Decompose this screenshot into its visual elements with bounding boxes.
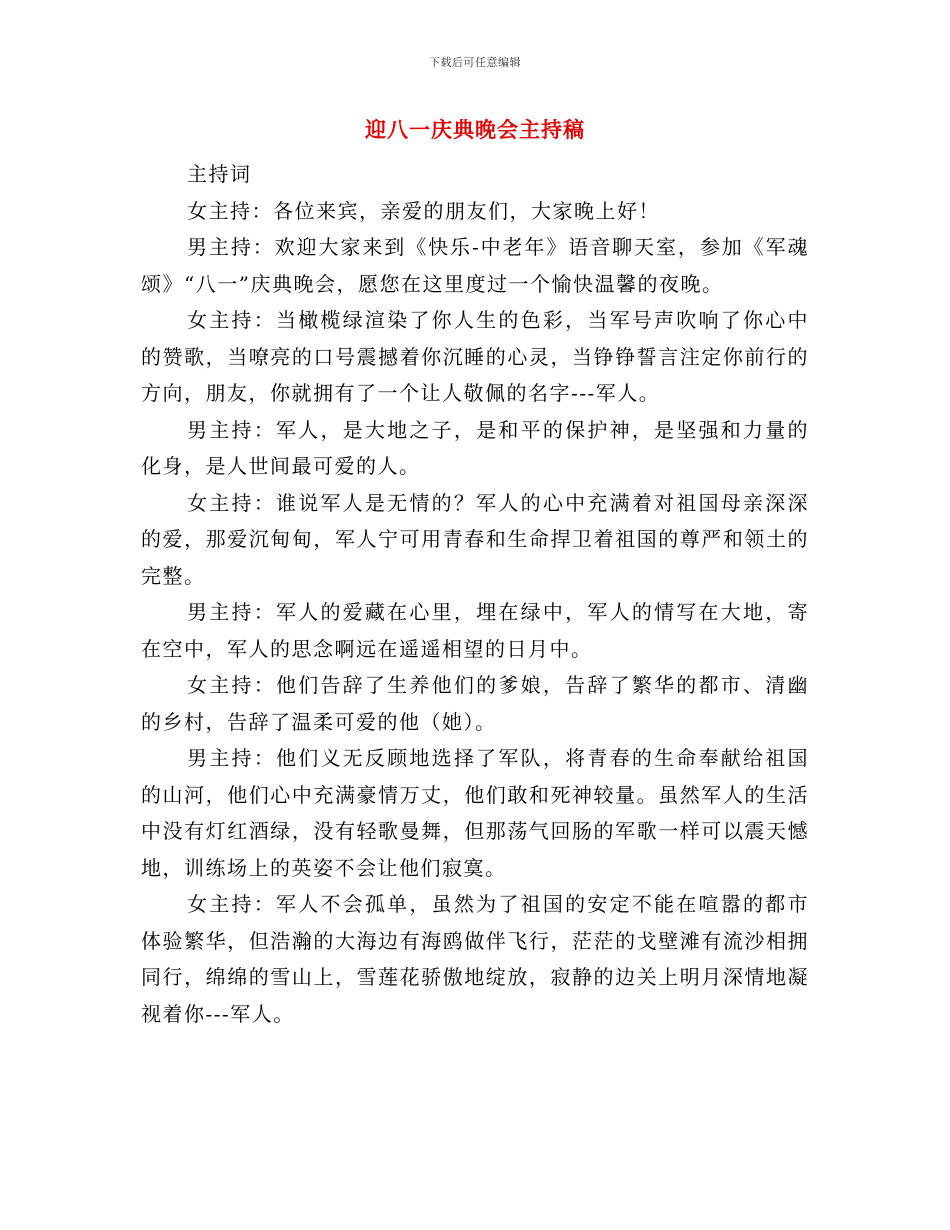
paragraph: 女主持：他们告辞了生养他们的爹娘，告辞了繁华的都市、清幽的乡村，告辞了温柔可爱的他（她）。: [141, 673, 809, 734]
paragraph: 女主持：各位来宾，亲爱的朋友们，大家晚上好！: [187, 198, 660, 223]
paragraph-heading: 主持词: [187, 162, 252, 186]
paragraph: 女主持：当橄榄绿渲染了你人生的色彩，当军号声吹响了你心中的赞歌，当嘹亮的口号震撼着你沉睡的心灵，当铮铮誓言注定你前行的方向，朋友，你就拥有了一个让人敬佩的名字---军人。: [141, 308, 809, 405]
document-body: [141, 156, 809, 1032]
paragraph: 男主持：军人，是大地之子，是和平的保护神，是坚强和力量的化身，是人世间最可爱的人。: [141, 417, 809, 478]
paragraph: 女主持：谁说军人是无情的？军人的心中充满着对祖国母亲深深的爱，那爱沉甸甸，军人宁可用青春和生命捍卫着祖国的尊严和领土的完整。: [141, 490, 809, 588]
document-title: 迎八一庆典晚会主持稿: [365, 117, 585, 142]
paragraph: 男主持：欢迎大家来到《快乐-中老年》语音聊天室，参加《军魂颂》“八一”庆典晚会，愿您在这里度过一个愉快温馨的夜晚。: [141, 235, 809, 296]
paragraph: 女主持：军人不会孤单，虽然为了祖国的安定不能在喧嚣的都市体验繁华，但浩瀚的大海边有海鸥做伴飞行，茫茫的戈壁滩有流沙相拥同行，绵绵的雪山上，雪莲花骄傲地绽放，寂静的边关上明月深情地凝视着你---军人。: [141, 892, 809, 1026]
paragraph: 男主持：他们义无反顾地选择了军队，将青春的生命奉献给祖国的山河，他们心中充满豪情万丈，他们敢和死神较量。虽然军人的生活中没有灯红酒绿，没有轻歌曼舞，但那荡气回肠的军歌一样可以震天憾地，训练场上的英姿不会让他们寂寞。: [141, 746, 809, 880]
paragraph: 男主持：军人的爱藏在心里，埋在绿中，军人的情写在大地，寄在空中，军人的思念啊远在遥遥相望的日月中。: [141, 600, 809, 661]
header-note: 下载后可任意编辑: [429, 56, 521, 69]
